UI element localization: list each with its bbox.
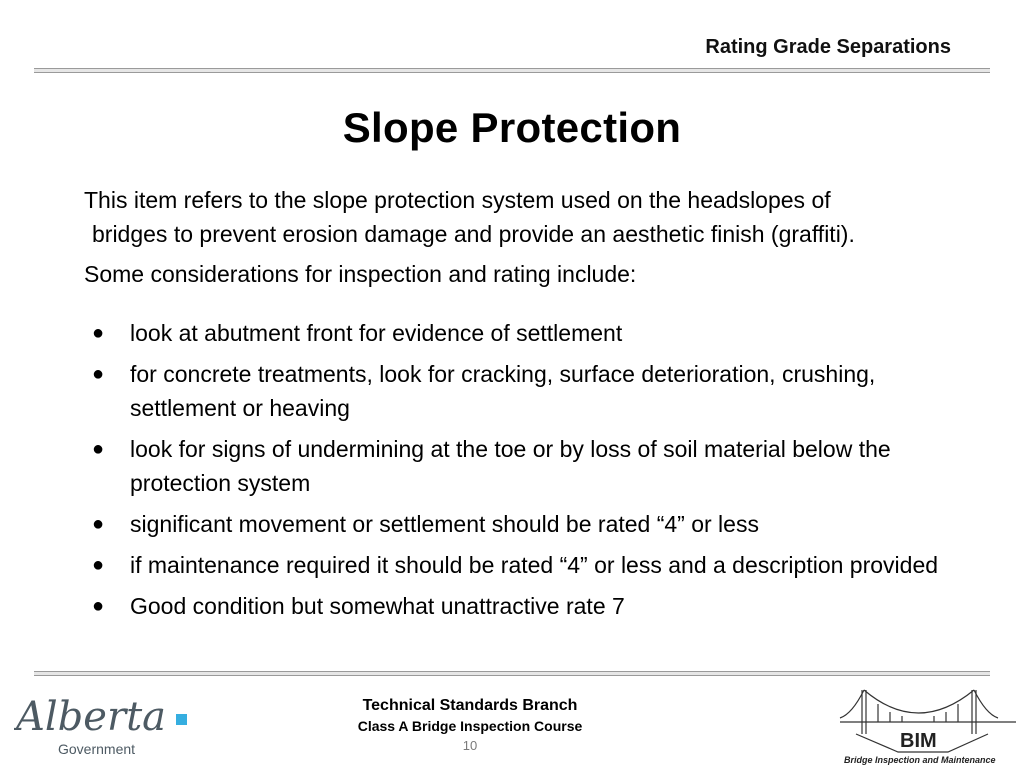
list-item <box>90 432 970 500</box>
list-item <box>90 357 970 425</box>
footer-course: Class A Bridge Inspection Course <box>357 718 583 734</box>
alberta-wordmark: Alberta <box>16 694 166 740</box>
bullet-icon: ● <box>92 595 105 617</box>
list-item-text: Good condition but somewhat unattractive rate 7 <box>130 593 625 619</box>
bullet-icon: ● <box>92 438 105 460</box>
list-item-text: look at abutment front for evidence of settlement <box>130 320 623 346</box>
list-item <box>90 507 970 541</box>
government-label: Government <box>58 741 136 757</box>
bullet-icon: ● <box>92 322 105 344</box>
list-item <box>90 589 970 623</box>
bullet-icon: ● <box>92 554 105 576</box>
list-item-text: for concrete treatments, look for cracking, surface deterioration, crushing, settlement or heaving <box>130 361 876 421</box>
bim-wordmark: BIM <box>900 730 937 752</box>
list-item-text: if maintenance required it should be rated “4” or less and a description provided <box>130 552 939 578</box>
considerations-list <box>90 316 970 630</box>
list-item <box>90 316 970 350</box>
alberta-blue-square-icon <box>176 714 187 725</box>
bim-subtitle: Bridge Inspection and Maintenance <box>844 755 996 765</box>
bullet-icon: ● <box>92 363 105 385</box>
page-number: 10 <box>462 738 478 753</box>
section-title: Rating Grade Separations <box>705 36 951 58</box>
list-item-text: significant movement or settlement should be rated “4” or less <box>130 511 759 537</box>
list-item-text: look for signs of undermining at the toe or by loss of soil material below the protection system <box>130 436 891 496</box>
top-divider <box>34 68 990 73</box>
bullet-icon: ● <box>92 513 105 535</box>
bottom-divider <box>34 671 990 676</box>
footer-org: Technical Standards Branch <box>362 697 578 714</box>
intro-line-1: This item refers to the slope protection system used on the headslopes of <box>84 187 831 213</box>
intro-line-2: bridges to prevent erosion damage and provide an aesthetic finish (graffiti). <box>92 221 855 247</box>
intro-text <box>84 183 984 291</box>
alberta-government-logo <box>14 688 194 765</box>
list-item <box>90 548 970 582</box>
intro-line-3: Some considerations for inspection and rating include: <box>84 261 637 287</box>
bim-logo <box>838 684 1018 773</box>
slide-title: Slope Protection <box>342 104 682 151</box>
footer-info <box>340 696 600 756</box>
